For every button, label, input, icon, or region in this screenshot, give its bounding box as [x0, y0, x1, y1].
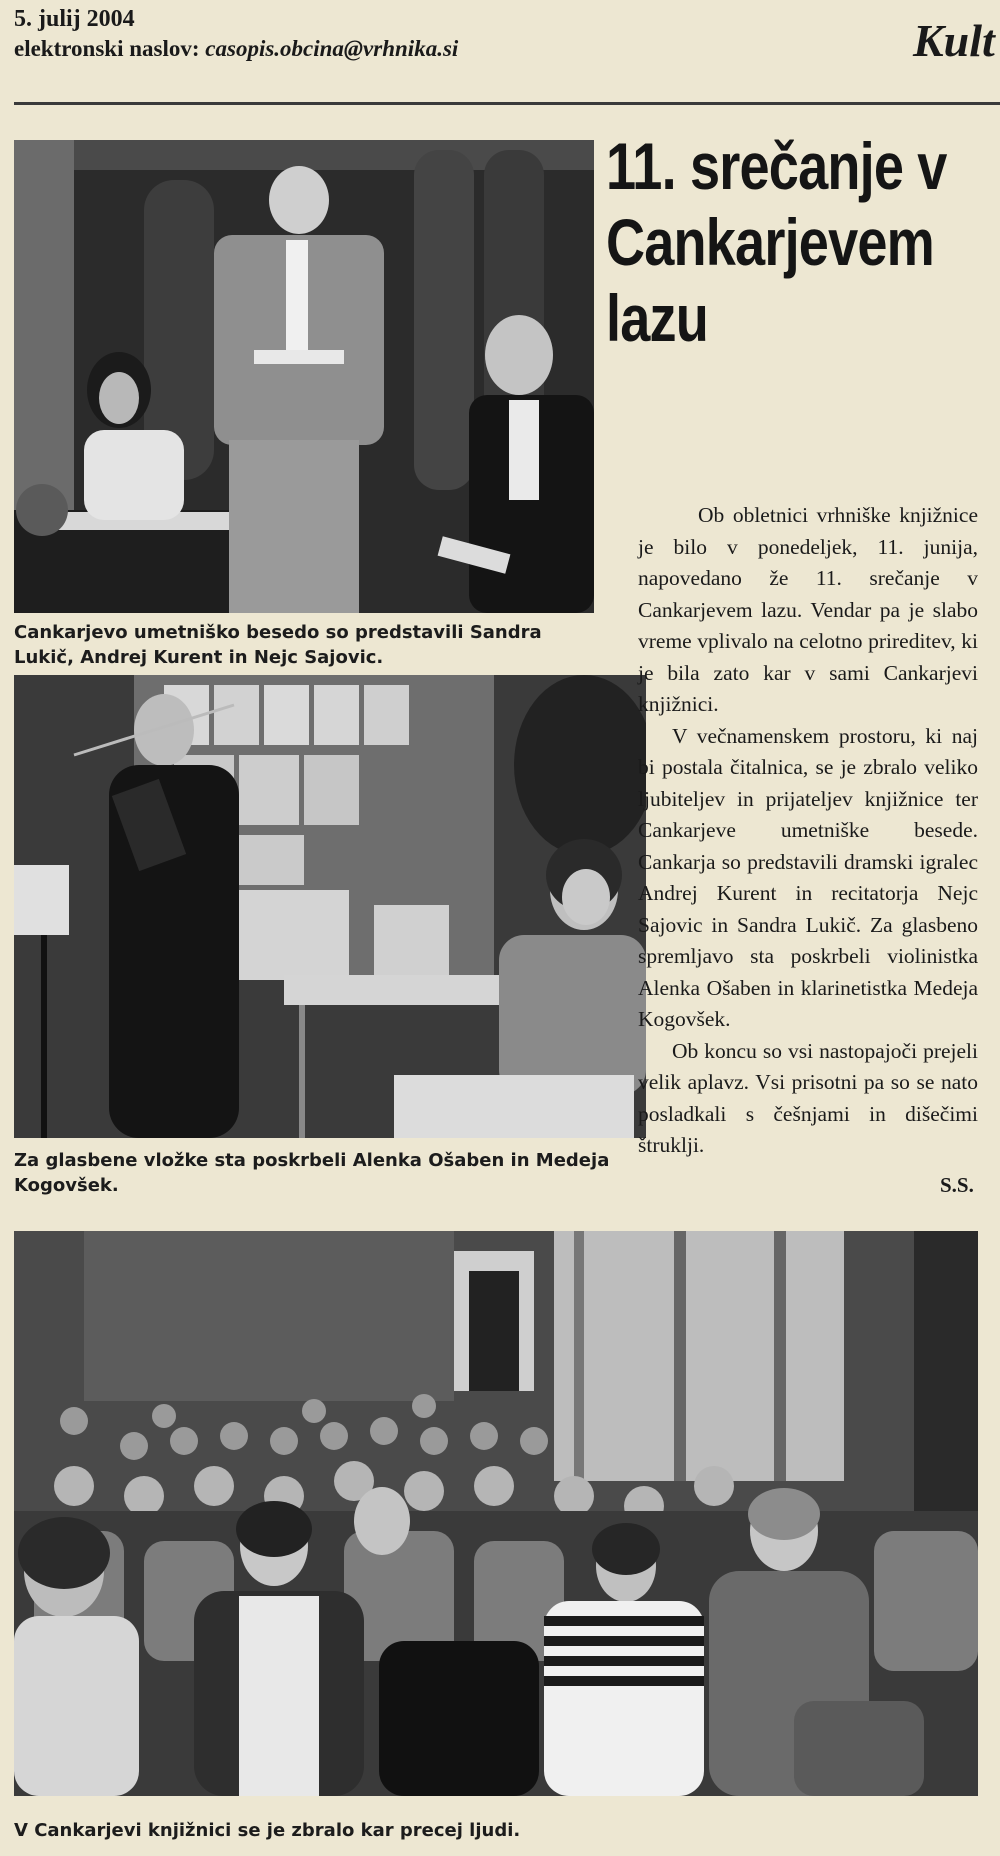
article-paragraph: Ob obletnici vrhniške knjižnice je bilo v ponedeljek, 11. junija, napovedano že 11. srečanje v Cankarjevem lazu. Vendar pa je slabo vreme vplivalo na celotno prireditev, ki je bila zato kar v sami Cankarjevi knjižnici.	[638, 503, 978, 716]
article-body	[638, 500, 978, 1162]
email-address: casopis.obcina@vrhnika.si	[205, 36, 459, 61]
photo-musicians-caption: Za glasbene vložke sta poskrbeli Alenka Ošaben in Medeja Kogovšek.	[14, 1150, 610, 1196]
photo-performers-caption: Cankarjevo umetniško besedo so predstavili Sandra Lukič, Andrej Kurent in Nejc Sajovic.	[14, 622, 542, 668]
issue-date: 5. julij 2004	[14, 6, 135, 32]
article-headline: 11. srečanje v Cankarjevem lazu	[606, 129, 947, 355]
photo-performers	[14, 140, 594, 613]
contact-email-line	[14, 36, 458, 62]
photo-audience	[14, 1231, 978, 1796]
article-paragraph: Ob koncu so vsi nastopajoči prejeli velik aplavz. Vsi prisotni pa so se nato posladkali s češnjami in dišečimi štruklji.	[638, 1038, 978, 1157]
section-title: Kult	[913, 15, 995, 66]
photo-musicians	[14, 675, 646, 1138]
header-rule	[14, 102, 1000, 105]
photo-audience-caption: V Cankarjevi knjižnici se je zbralo kar precej ljudi.	[14, 1820, 521, 1841]
email-label: elektronski naslov:	[14, 36, 200, 61]
article-paragraph: V večnamenskem prostoru, ki naj bi postala čitalnica, se je zbralo veliko ljubiteljev in prijateljev knjižnice ter Cankarjeve umetniške besede. Cankarja so predstavili dramski igralec Andrej Kurent in recitatorja Nejc Sajovic in Sandra Lukič. Za glasbeno spremljavo sta poskrbeli violinistka Alenka Ošaben in klarinetistka Medeja Kogovšek.	[638, 723, 978, 1031]
article-byline: S.S.	[940, 1173, 974, 1197]
